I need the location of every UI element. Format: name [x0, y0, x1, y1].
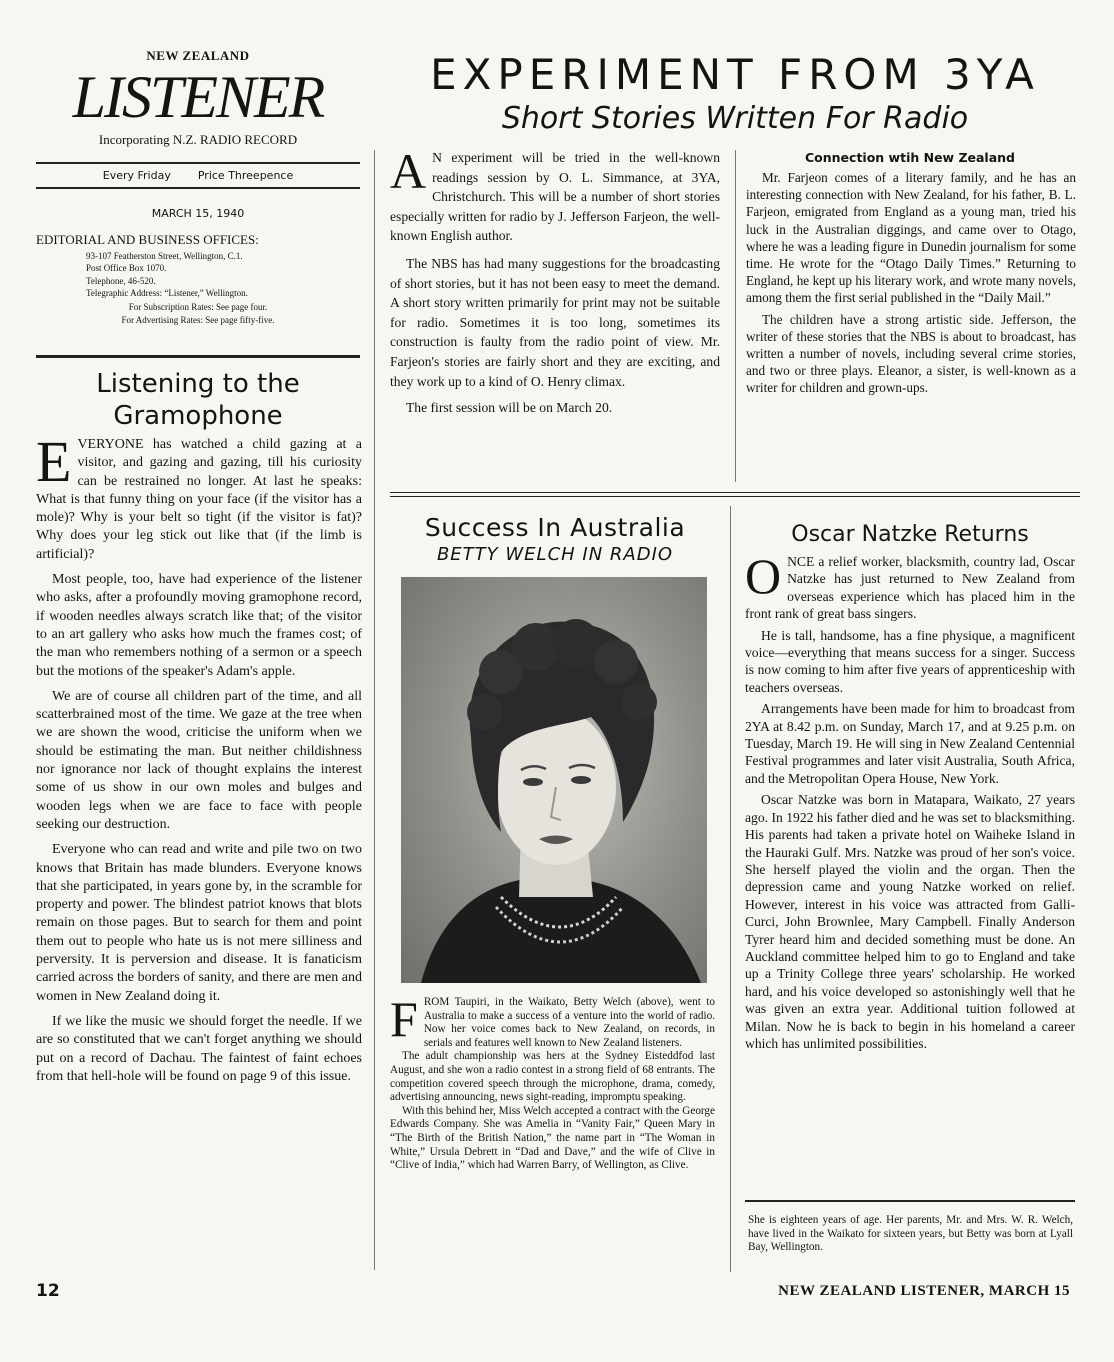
natzke-paragraph-4: Oscar Natzke was born in Matapara, Waikato, 27 years ago. In 1922 his father died and he was set to blacksmithing. His parents had taken a private hotel on Waiheke Island in the Hauraki Gulf. Mrs. Natzke was proud of her son's voice. She herself played the violin and the organ. Then the depression came and young Natzke worked on relief. However, interest in his voice was attracted from Galli-Curci, John Brownlee, Mary Campbell. Finally Anderson Tyrer heard him and decided something must be done. An Auckland committee helped him to go to England and take up a Trinity College three years' scholarship. He worked hard, and his voice developed so astonishingly well that he was given an extra year. Additional tuition followed at Milan. Now he is back to begin in his homeland a career which has unlimited possibilities.: [745, 792, 1075, 1051]
australia-paragraph-3: With this behind her, Miss Welch accepted a contract with the George Edwards Company. She was Amelia in “Vanity Fair,” Queen Mary in “The Birth of the British Nation,” the name part in “The Woman in White,” Ursula Debrett in “Dad and Dave,” and the wife of Clive in “Clive of India,” which had Warren Barry, of Wellington, as Clive.: [390, 1104, 715, 1172]
natzke-paragraph-3: Arrangements have been made for him to broadcast from 2YA at 8.42 p.m. on Sunday, March 17, and at 9.25 p.m. on Tuesday, March 19. He will sing in New Zealand Centennial Festival programmes and later visit Australia, South Africa, and the Metropolitan Opera House, New York.: [745, 701, 1075, 786]
gramophone-paragraph-2: Most people, too, have had experience of the listener who asks, after a profoundly moving gramophone record, if wooden needles always scratch like that; of the visitor to an art gallery who asks how much the frames cost; of the man who remembers nothing of a sermon or a speech but the motions of the speaker's Adam's apple.: [36, 572, 362, 679]
australia-continued-paragraph: She is eighteen years of age. Her parents, Mr. and Mrs. W. R. Welch, have lived in the Waikato for sixteen years, but Betty was born at Lyall Bay, Wellington.: [748, 1214, 1073, 1254]
australia-paragraph-2: The adult championship was hers at the Sydney Eisteddfod last August, and she won a radio contest in a strong field of 68 entrants. The competition covered speech through the microphone, drama, comedy, advertising announcing, news sight-reading, impromptu speaking.: [390, 1050, 715, 1104]
experiment-paragraph-1: A N experiment will be tried in the well-known readings session by O. L. Simmance, at 3YA, Christchurch. This will be a number of short stories especially written for radio by J. Jefferson Farjeon, the well-known English author.: [390, 143, 720, 244]
offices-po-box: Post Office Box 1070.: [86, 263, 167, 274]
masthead-date: MARCH 15, 1940: [151, 207, 245, 220]
masthead-title: LISTENER: [72, 64, 324, 130]
gramophone-title-line2: Gramophone: [113, 401, 283, 431]
experiment-paragraph-3: The first session will be on March 20.: [406, 400, 613, 416]
australia-title: Success In Australia: [424, 513, 686, 542]
dropcap-a: A: [390, 143, 427, 199]
column-divider-experiment: [735, 150, 736, 482]
connection-article: [746, 169, 1076, 404]
connection-paragraph-1: Mr. Farjeon comes of a literary family, and he has an interesting connection with New Zealand, for his father, B. L. Farjeon, emigrated from England as a young man, tried his luck in the Australian diggings, and came over to Otago, where he was a leading figure in Dunedin journalism for some time. He wrote for the “Otago Daily Times.” Returning to England, he kept up his literary work, and wrote many novels, among them the first serial published in the “Daily Mail.”: [746, 170, 1076, 306]
running-title: NEW ZEALAND LISTENER, MARCH 15: [778, 1283, 1070, 1299]
natzke-end-rule: [745, 1200, 1075, 1202]
offices-address: 93-107 Featherston Street, Wellington, C.1.: [86, 251, 243, 261]
gramophone-paragraph-4: Everyone who can read and write and pile two on two knows that Britain has made blunders. Everyone knows that she participated, in years gone by, in the scramble for property and power. The blindest patriot knows that blots remain on those pages. But to search for them and point them out to people who hate us is not mere silliness and perversity. It is perversion and disease. It is fanaticism carried across the borders of sanity, and there are men and women in New Zealand doing it.: [36, 842, 362, 1004]
connection-paragraph-2: The children have a strong artistic side. Jefferson, the writer of these stories that the NBS is about to broadcast, has written a number of novels, including several crime stories, and two or three plays. Eleanor, a sister, is well-known as a writer for children and grown-ups.: [746, 311, 1076, 396]
offices-telephone: Telephone, 46-520.: [86, 275, 156, 286]
dropcap-o: O: [745, 548, 782, 604]
column-divider-left: [374, 150, 375, 1270]
gramophone-title-line1: Listening to the: [96, 369, 300, 399]
experiment-rule-2: [390, 496, 1080, 497]
natzke-article: [745, 548, 1075, 1052]
connection-heading: Connection wtih New Zealand: [805, 150, 1015, 165]
natzke-title: Oscar Natzke Returns: [791, 522, 1029, 547]
natzke-paragraph-2: He is tall, handsome, has a fine physique, a magnificent voice—everything that means success for a singer. Success is now coming to him after five years of apprenticeship with teachers overseas.: [745, 627, 1075, 695]
column-divider-lower: [730, 506, 731, 1272]
masthead-incorporating: Incorporating N.Z. RADIO RECORD: [98, 132, 298, 147]
offices-telegraphic: Telegraphic Address: “Listener,” Wellington.: [86, 288, 248, 299]
masthead-issue-line: [36, 169, 360, 182]
dropcap-f: F: [390, 991, 418, 1047]
masthead-rule-end: [36, 355, 360, 358]
offices-block: [36, 232, 360, 327]
australia-continued: [748, 1214, 1073, 1255]
portrait-illustration: [401, 577, 707, 983]
masthead-price: Price Threepence: [197, 169, 294, 182]
offices-advertising: For Advertising Rates: See page fifty-five.: [121, 314, 275, 325]
gramophone-article: [36, 429, 362, 1093]
betty-welch-photo: [401, 577, 707, 983]
australia-paragraph-1: FROM Taupiri, in the Waikato, Betty Welch (above), went to Australia to make a success of a venture into the world of radio. Now her voice comes back to New Zealand, on records, in serials and features well known to New Zealand listeners.: [390, 991, 715, 1049]
page-number: 12: [36, 1281, 60, 1301]
masthead-rule-bottom: [36, 187, 360, 189]
offices-subscription: For Subscription Rates: See page four.: [128, 301, 268, 312]
gramophone-paragraph-5: If we like the music we should forget the needle. If we are so constituted that we can't forget anything we should put on a record of Dachau. The faintest of faint echoes from that hell-hole will be found on page 9 of this issue.: [36, 1013, 362, 1084]
experiment-subhead: Short Stories Written For Radio: [501, 101, 969, 136]
dropcap-e: E: [36, 429, 72, 494]
experiment-paragraph-2: The NBS has had many suggestions for the broadcasting of short stories, but it has not been easy to meet the demand. A short story written primarily for print may not be suitable for radio. Sometimes it is too long, sometimes its construction is faulty from the radio point of view. Mr. Farjeon's stories are fairly short and they are exciting, and they work up to a kind of O. Henry climax.: [390, 255, 720, 389]
experiment-headline: EXPERIMENT FROM 3YA: [430, 50, 1040, 99]
masthead: [36, 48, 360, 148]
natzke-paragraph-1: ONCE a relief worker, blacksmith, country lad, Oscar Natzke has just returned to New Zealand from overseas experience which has placed him in the front rank of great bass singers.: [745, 548, 1075, 622]
gramophone-paragraph-3: We are of course all children part of the time, and all scatterbrained most of the time. We gaze at the tree when we are shown the wood, criticise the uniform when we should be estimating the man. But neither childishness nor ignorance nor lack of thought explains the interest some of us show in our own moles and bulges and wooden legs when we are face to face with people seeking our destruction.: [36, 688, 362, 832]
masthead-rule-top: [36, 162, 360, 164]
gramophone-title: [36, 368, 360, 432]
experiment-rule-1: [390, 492, 1080, 493]
australia-article: [390, 991, 715, 1173]
masthead-frequency: Every Friday: [102, 169, 171, 182]
australia-subtitle: BETTY WELCH IN RADIO: [436, 544, 674, 565]
gramophone-paragraph-1: EVERYONE has watched a child gazing at a visitor, and gazing and gazing, till his curiosity can be restrained no longer. At last he speaks: What is that funny thing on your face (if the visitor has a mole)? Why is your belt so tight (if the visitor is fat)? Why does your leg stick out like that (if the limb is artificial)?: [36, 429, 362, 562]
masthead-supertitle: NEW ZEALAND: [146, 48, 250, 63]
experiment-article: [390, 143, 720, 425]
offices-heading: EDITORIAL AND BUSINESS OFFICES:: [36, 232, 259, 247]
